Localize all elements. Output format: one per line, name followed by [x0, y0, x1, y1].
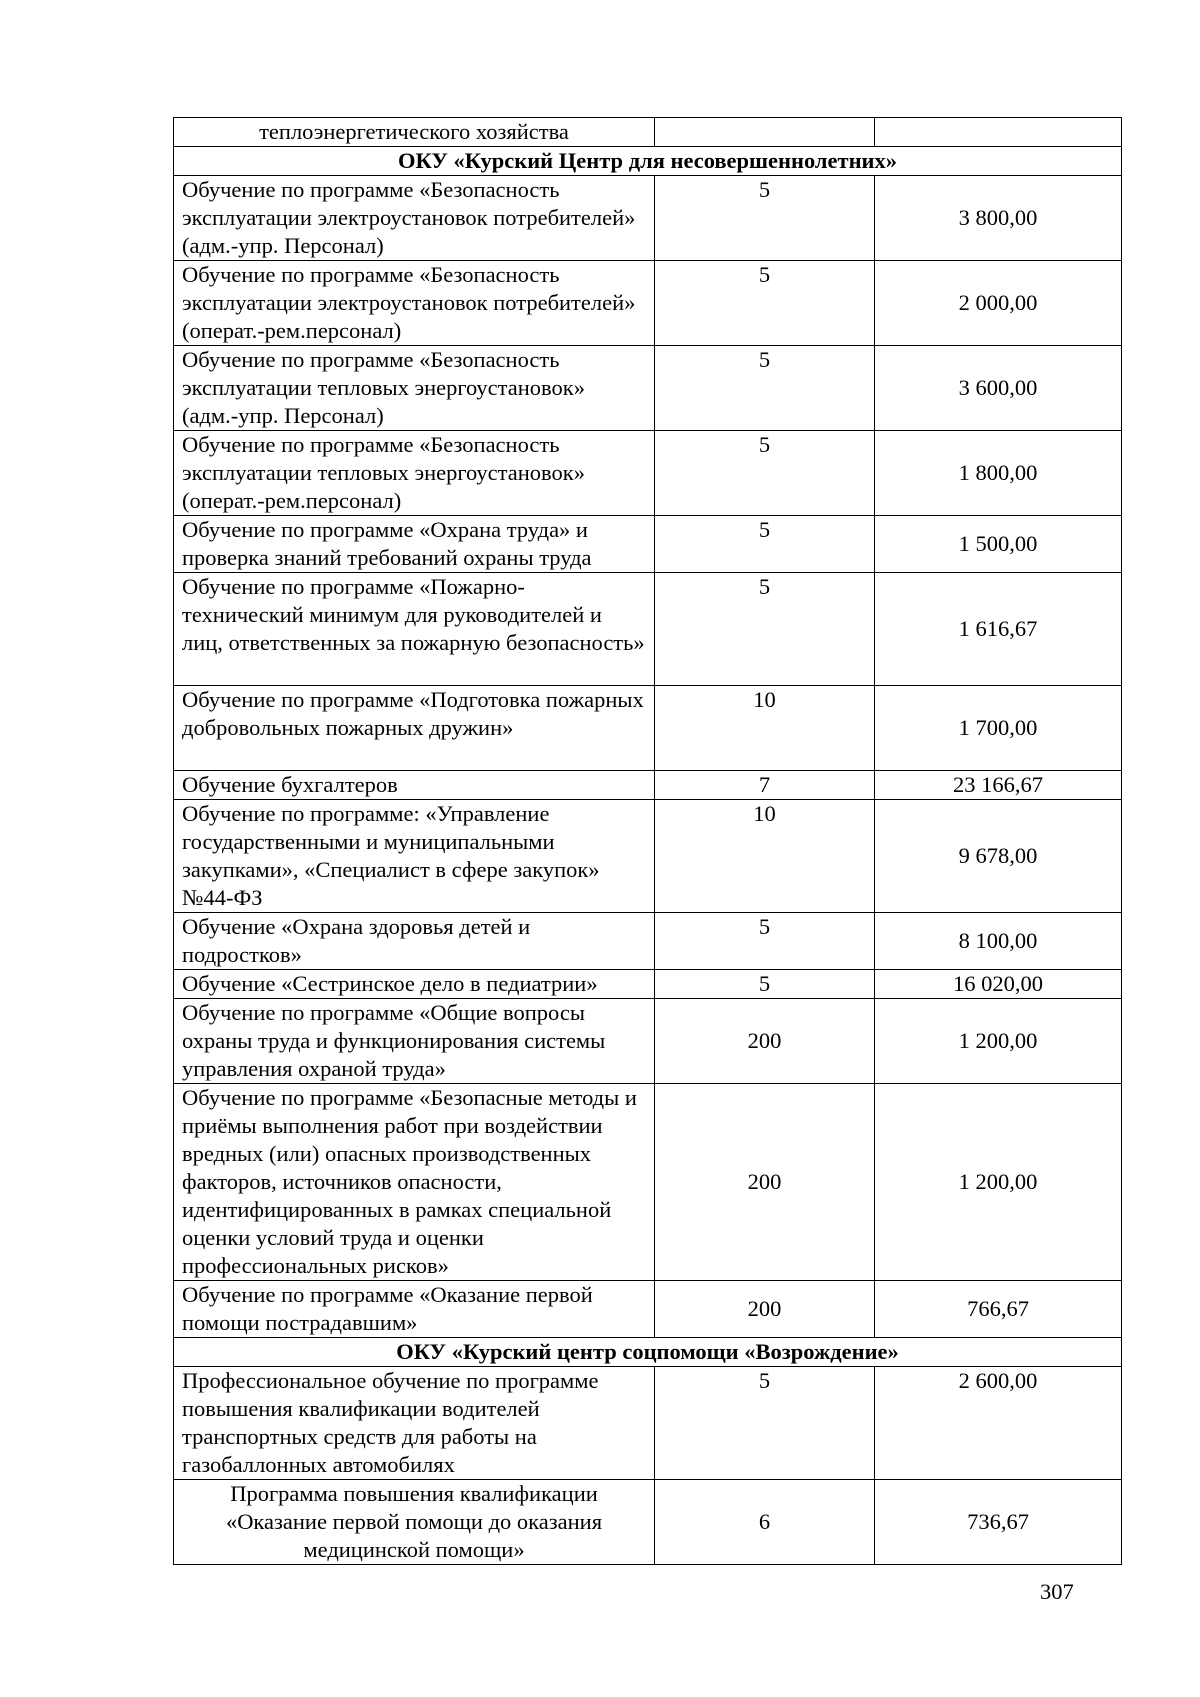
row-name: Обучение по программе «Подготовка пожарных добровольных пожарных дружин» — [174, 686, 655, 771]
row-qty: 5 — [655, 176, 875, 261]
row-cost: 2 600,00 — [875, 1367, 1122, 1480]
row-qty — [655, 118, 875, 147]
row-qty: 200 — [655, 1084, 875, 1281]
row-name: Обучение по программе «Общие вопросы охраны труда и функционирования системы управления охраной труда» — [174, 999, 655, 1084]
row-name: Обучение по программе «Оказание первой помощи пострадавшим» — [174, 1281, 655, 1338]
row-qty: 200 — [655, 1281, 875, 1338]
table-row — [174, 1480, 1122, 1565]
row-qty: 5 — [655, 516, 875, 573]
table-row — [174, 1084, 1122, 1281]
row-qty: 5 — [655, 913, 875, 970]
row-qty: 5 — [655, 573, 875, 686]
row-cost: 1 700,00 — [875, 686, 1122, 771]
row-cost: 1 200,00 — [875, 999, 1122, 1084]
table-row — [174, 800, 1122, 913]
row-name: Обучение по программе «Безопасность эксплуатации электроустановок потребителей» (адм.-упр. Персонал) — [174, 176, 655, 261]
row-qty: 10 — [655, 800, 875, 913]
table-row — [174, 771, 1122, 800]
table-row — [174, 686, 1122, 771]
row-qty: 10 — [655, 686, 875, 771]
row-cost: 16 020,00 — [875, 970, 1122, 999]
table-row — [174, 573, 1122, 686]
row-cost: 766,67 — [875, 1281, 1122, 1338]
row-name: Обучение по программе «Охрана труда» и проверка знаний требований охраны труда — [174, 516, 655, 573]
section-title: ОКУ «Курский центр соцпомощи «Возрождение» — [174, 1338, 1122, 1367]
row-name: Обучение бухгалтеров — [174, 771, 655, 800]
row-name: Обучение «Сестринское дело в педиатрии» — [174, 970, 655, 999]
row-name: Обучение по программе «Безопасность эксплуатации тепловых энергоустановок» (адм.-упр. Персонал) — [174, 346, 655, 431]
table-row — [174, 431, 1122, 516]
row-cost — [875, 118, 1122, 147]
section-header-row — [174, 147, 1122, 176]
row-qty: 6 — [655, 1480, 875, 1565]
row-cost: 23 166,67 — [875, 771, 1122, 800]
row-cost: 1 800,00 — [875, 431, 1122, 516]
row-name: Обучение по программе «Пожарно-технический минимум для руководителей и лиц, ответственных за пожарную безопасность» — [174, 573, 655, 686]
table-row — [174, 261, 1122, 346]
row-name: Обучение по программе «Безопасность эксплуатации электроустановок потребителей» (операт.-рем.персонал) — [174, 261, 655, 346]
row-name: Обучение по программе «Безопасность эксплуатации тепловых энергоустановок» (операт.-рем.персонал) — [174, 431, 655, 516]
row-qty: 5 — [655, 1367, 875, 1480]
row-qty: 5 — [655, 346, 875, 431]
row-name: Профессиональное обучение по программе повышения квалификации водителей транспортных средств для работы на газобаллонных автомобилях — [174, 1367, 655, 1480]
table-row — [174, 1281, 1122, 1338]
table-row — [174, 999, 1122, 1084]
row-name: Обучение по программе «Безопасные методы и приёмы выполнения работ при воздействии вредных (или) опасных производственных факторов, источников опасности, идентифицированных в рамках специальной оценки условий труда и оценки профессиональных рисков» — [174, 1084, 655, 1281]
table-row — [174, 346, 1122, 431]
table-row — [174, 1367, 1122, 1480]
table-row — [174, 516, 1122, 573]
row-cost: 1 616,67 — [875, 573, 1122, 686]
table-row — [174, 176, 1122, 261]
row-qty: 5 — [655, 970, 875, 999]
row-cost: 8 100,00 — [875, 913, 1122, 970]
row-qty: 7 — [655, 771, 875, 800]
row-cost: 1 500,00 — [875, 516, 1122, 573]
section-title: ОКУ «Курский Центр для несовершеннолетних» — [174, 147, 1122, 176]
table-row — [174, 913, 1122, 970]
row-cost: 3 800,00 — [875, 176, 1122, 261]
row-name: теплоэнергетического хозяйства — [174, 118, 655, 147]
services-table — [173, 117, 1122, 1565]
row-name: Обучение «Охрана здоровья детей и подростков» — [174, 913, 655, 970]
table-row — [174, 118, 1122, 147]
section-header-row — [174, 1338, 1122, 1367]
row-cost: 1 200,00 — [875, 1084, 1122, 1281]
row-qty: 200 — [655, 999, 875, 1084]
row-cost: 2 000,00 — [875, 261, 1122, 346]
page-number: 307 — [1040, 1579, 1074, 1604]
row-qty: 5 — [655, 431, 875, 516]
row-cost: 9 678,00 — [875, 800, 1122, 913]
row-name: Обучение по программе: «Управление государственными и муниципальными закупками», «Специалист в сфере закупок» №44-ФЗ — [174, 800, 655, 913]
row-name: Программа повышения квалификации «Оказание первой помощи до оказания медицинской помощи» — [174, 1480, 655, 1565]
row-cost: 736,67 — [875, 1480, 1122, 1565]
row-qty: 5 — [655, 261, 875, 346]
table-row — [174, 970, 1122, 999]
row-cost: 3 600,00 — [875, 346, 1122, 431]
